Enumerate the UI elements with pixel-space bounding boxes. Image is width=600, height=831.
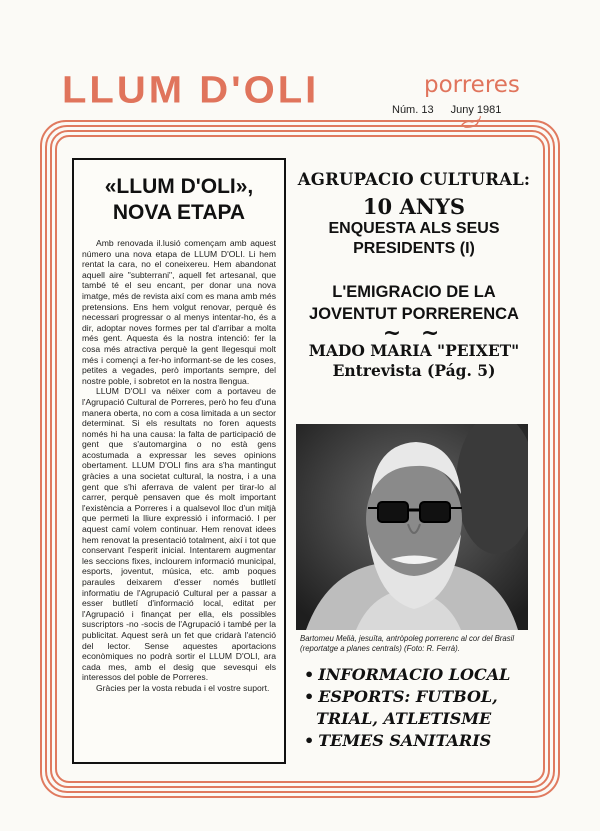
editorial-paragraph: Gràcies per la vosta rebuda i el vostre suport. — [96, 682, 270, 693]
portrait-illustration — [296, 424, 528, 630]
headline-entrevista: Entrevista (Pág. 5) — [332, 361, 496, 380]
editorial-title — [78, 174, 280, 226]
topic-item — [304, 686, 544, 708]
headline-mado: MADO MARIA "PEIXET" — [308, 341, 520, 360]
editorial-paragraph: Amb renovada il.lusió començam amb aquest número una nova etapa de LLUM D'OLI. Li hem rentat la cara, no el coneixereu. Hem abandonat aquell aire "subterrani", aquell fet artesanal, que també té el seu encant, per donar una nova imatge, més de revista així com es mana amb més pretensions. Ens hem volgut renovar, perquè és necessari progressar o al menys intentar-ho, és a dir, adoptar noves formes per tal d'arribar a molta més gent. Aquesta és la nostra intenció: fer la cosa més atractiva perquè la gent llegesqui molt més i començi a fer-ho informant-se de les coses, petites a vegades, però importants sempre, del nostre poble, i sobretot en la nostra llengua. — [82, 238, 276, 386]
headline-anys: 10 ANYS — [362, 194, 466, 219]
issue-info — [392, 104, 515, 116]
issue-number: Núm. 13 — [392, 104, 434, 116]
editorial-body — [82, 238, 276, 694]
bullet-icon: • — [304, 687, 315, 706]
topic-label: ESPORTS: FUTBOL, — [318, 687, 498, 706]
editorial-title-line2: NOVA ETAPA — [112, 201, 246, 224]
town-name: porreres — [424, 72, 520, 98]
headline-agrupacio: AGRUPACIO CULTURAL: — [297, 170, 531, 189]
topic-label: INFORMACIO LOCAL — [318, 665, 511, 684]
topic-item — [304, 664, 544, 686]
headlines — [288, 170, 540, 381]
photo-caption: Bartomeu Melià, jesuïta, antròpoleg porrerenc al cor del Brasil (reportatge a planes centrals) (Foto: R. Ferrà). — [300, 634, 515, 653]
editorial-title-line1: «LLUM D'OLI», — [104, 175, 254, 198]
topic-label: TEMES SANITARIS — [318, 731, 492, 750]
headline-enquesta: ENQUESTA ALS SEUS — [328, 220, 500, 237]
topic-item — [304, 708, 544, 730]
topic-label: TRIAL, ATLETISME — [316, 709, 492, 728]
editorial-paragraph: LLUM D'OLI va néixer com a portaveu de l'Agrupació Cultural de Porreres, però ho feu d'una manera oberta, no com a cosa limitada a un sector determinat. Si els resultats no foren aquests només hi ha una causa: la falta de participació de gent que s'automargina o no està gens acostumada a expressar les seves opinions obertament. LLUM D'OLI fins ara s'ha mantingut gràcies a una societat cultural, la nostra, i a una gent que s'hi aferrava de valent per tirar-lo al carrer, perquè pensaven que és molt important l'existència a Porreres i a qualsevol lloc d'un mitjà que permeti la lliure expressió i informació. I per aquest camí volem continuar. Hem renovat idees hem renovat la presentació totalment, així i tot que conservant l'esperit inicial. Intentarem augmentar les seccions fixes, inclourem informació municipal, esports, joventut, música, etc. amb poques paraules deixarem d'esser només butlletí informatiu de l'Agrupació Cultural per a passar a esser butlletí d'informació local, editat per l'Agrupació i finançat per ella, els possibles suscriptors -no -socis de l'Agrupació i també per la publicitat. Aquest serà un fet que cridarà l'atenció del lector. Sense aquestes aportacions econòmiques no podrà sortir el LLUM D'OLI, ara cada mes, amb el desig que sevesqui els interessos del poble de Porreres. — [82, 386, 276, 683]
headline-tilde: ~ ~ — [382, 320, 446, 346]
issue-date: Juny 1981 — [450, 104, 502, 116]
topic-item — [304, 730, 544, 752]
headline-presidents: PRESIDENTS (I) — [353, 240, 475, 257]
topics-list — [304, 664, 544, 752]
portrait-photo — [296, 424, 528, 630]
editorial-box — [72, 158, 286, 764]
headline-emigracio-1: L'EMIGRACIO DE LA — [332, 283, 496, 301]
headline-emigracio-2: JOVENTUT PORRERENCA — [309, 305, 519, 323]
bullet-icon: • — [304, 665, 315, 684]
logo: LLUM D'OLI — [62, 69, 320, 111]
bullet-icon: • — [304, 731, 315, 750]
